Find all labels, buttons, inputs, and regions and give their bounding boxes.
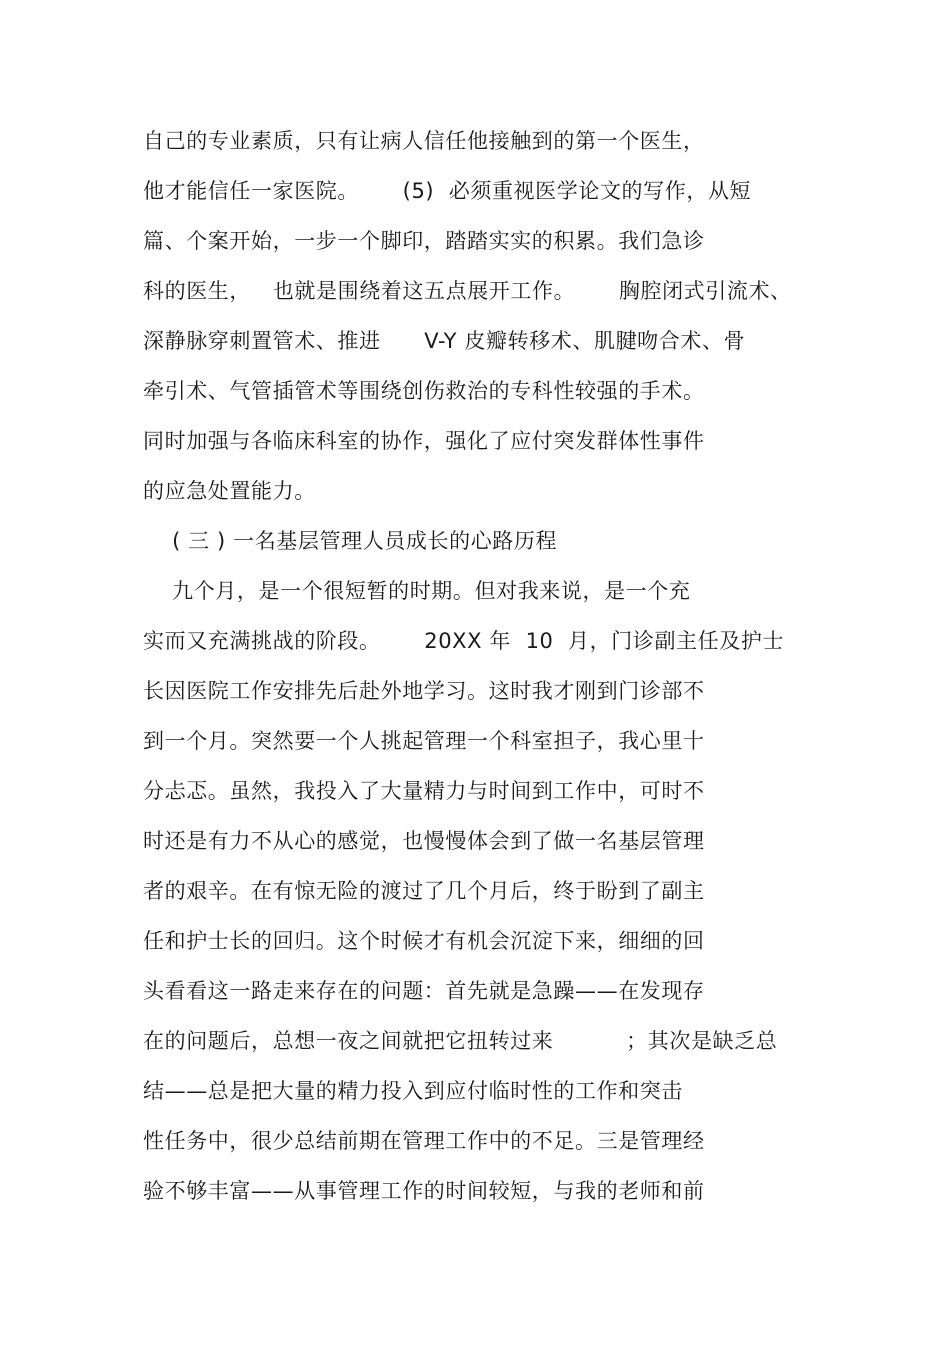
text-line: 牵引术、气管插管术等围绕创伤救治的专科性较强的手术。 <box>143 379 705 403</box>
text-line: 同时加强与各临床科室的协作，强化了应付突发群体性事件 <box>143 429 705 453</box>
text-line: 到一个月。突然要一个人挑起管理一个科室担子，我心里十 <box>143 729 705 753</box>
text-line: 篇、个案开始，一步一个脚印，踏踏实实的积累。我们急诊 <box>143 229 705 253</box>
text-line: 头看看这一路走来存在的问题：首先就是急躁——在发现存 <box>143 979 705 1003</box>
text-line: 自己的专业素质，只有让病人信任他接触到的第一个医生， <box>143 129 705 153</box>
text-line: 者的艰辛。在有惊无险的渡过了几个月后，终于盼到了副主 <box>143 879 705 903</box>
text-line: 分忐忑。虽然，我投入了大量精力与时间到工作中，可时不 <box>143 779 705 803</box>
text-line: 验不够丰富——从事管理工作的时间较短，与我的老师和前 <box>143 1179 705 1203</box>
text-line: 时还是有力不从心的感觉，也慢慢体会到了做一名基层管理 <box>143 829 705 853</box>
text-line: 长因医院工作安排先后赴外地学习。这时我才刚到门诊部不 <box>143 679 705 703</box>
text-line: 深静脉穿刺置管术、推进 V-Y 皮瓣转移术、肌腱吻合术、骨 <box>143 329 746 353</box>
text-line: 在的问题后，总想一夜之间就把它扭转过来 ；其次是缺乏总 <box>143 1029 778 1053</box>
text-line: 科的医生， 也就是围绕着这五点展开工作。 胸腔闭式引流术、 <box>143 279 792 303</box>
section-heading: ( 三 ) 一名基层管理人员成长的心路历程 <box>143 529 558 553</box>
text-line: 性任务中，很少总结前期在管理工作中的不足。三是管理经 <box>143 1129 705 1153</box>
text-line: 结——总是把大量的精力投入到应付临时性的工作和突击 <box>143 1079 683 1103</box>
text-line: 实而又充满挑战的阶段。 20XX 年 10 月，门诊副主任及护士 <box>143 629 785 653</box>
text-line: 任和护士长的回归。这个时候才有机会沉淀下来，细细的回 <box>143 929 705 953</box>
text-line: 的应急处置能力。 <box>143 479 316 503</box>
text-line: 他才能信任一家医院。 (5) 必须重视医学论文的写作，从短 <box>143 179 752 203</box>
text-line: 九个月，是一个很短暂的时期。但对我来说，是一个充 <box>143 579 691 603</box>
